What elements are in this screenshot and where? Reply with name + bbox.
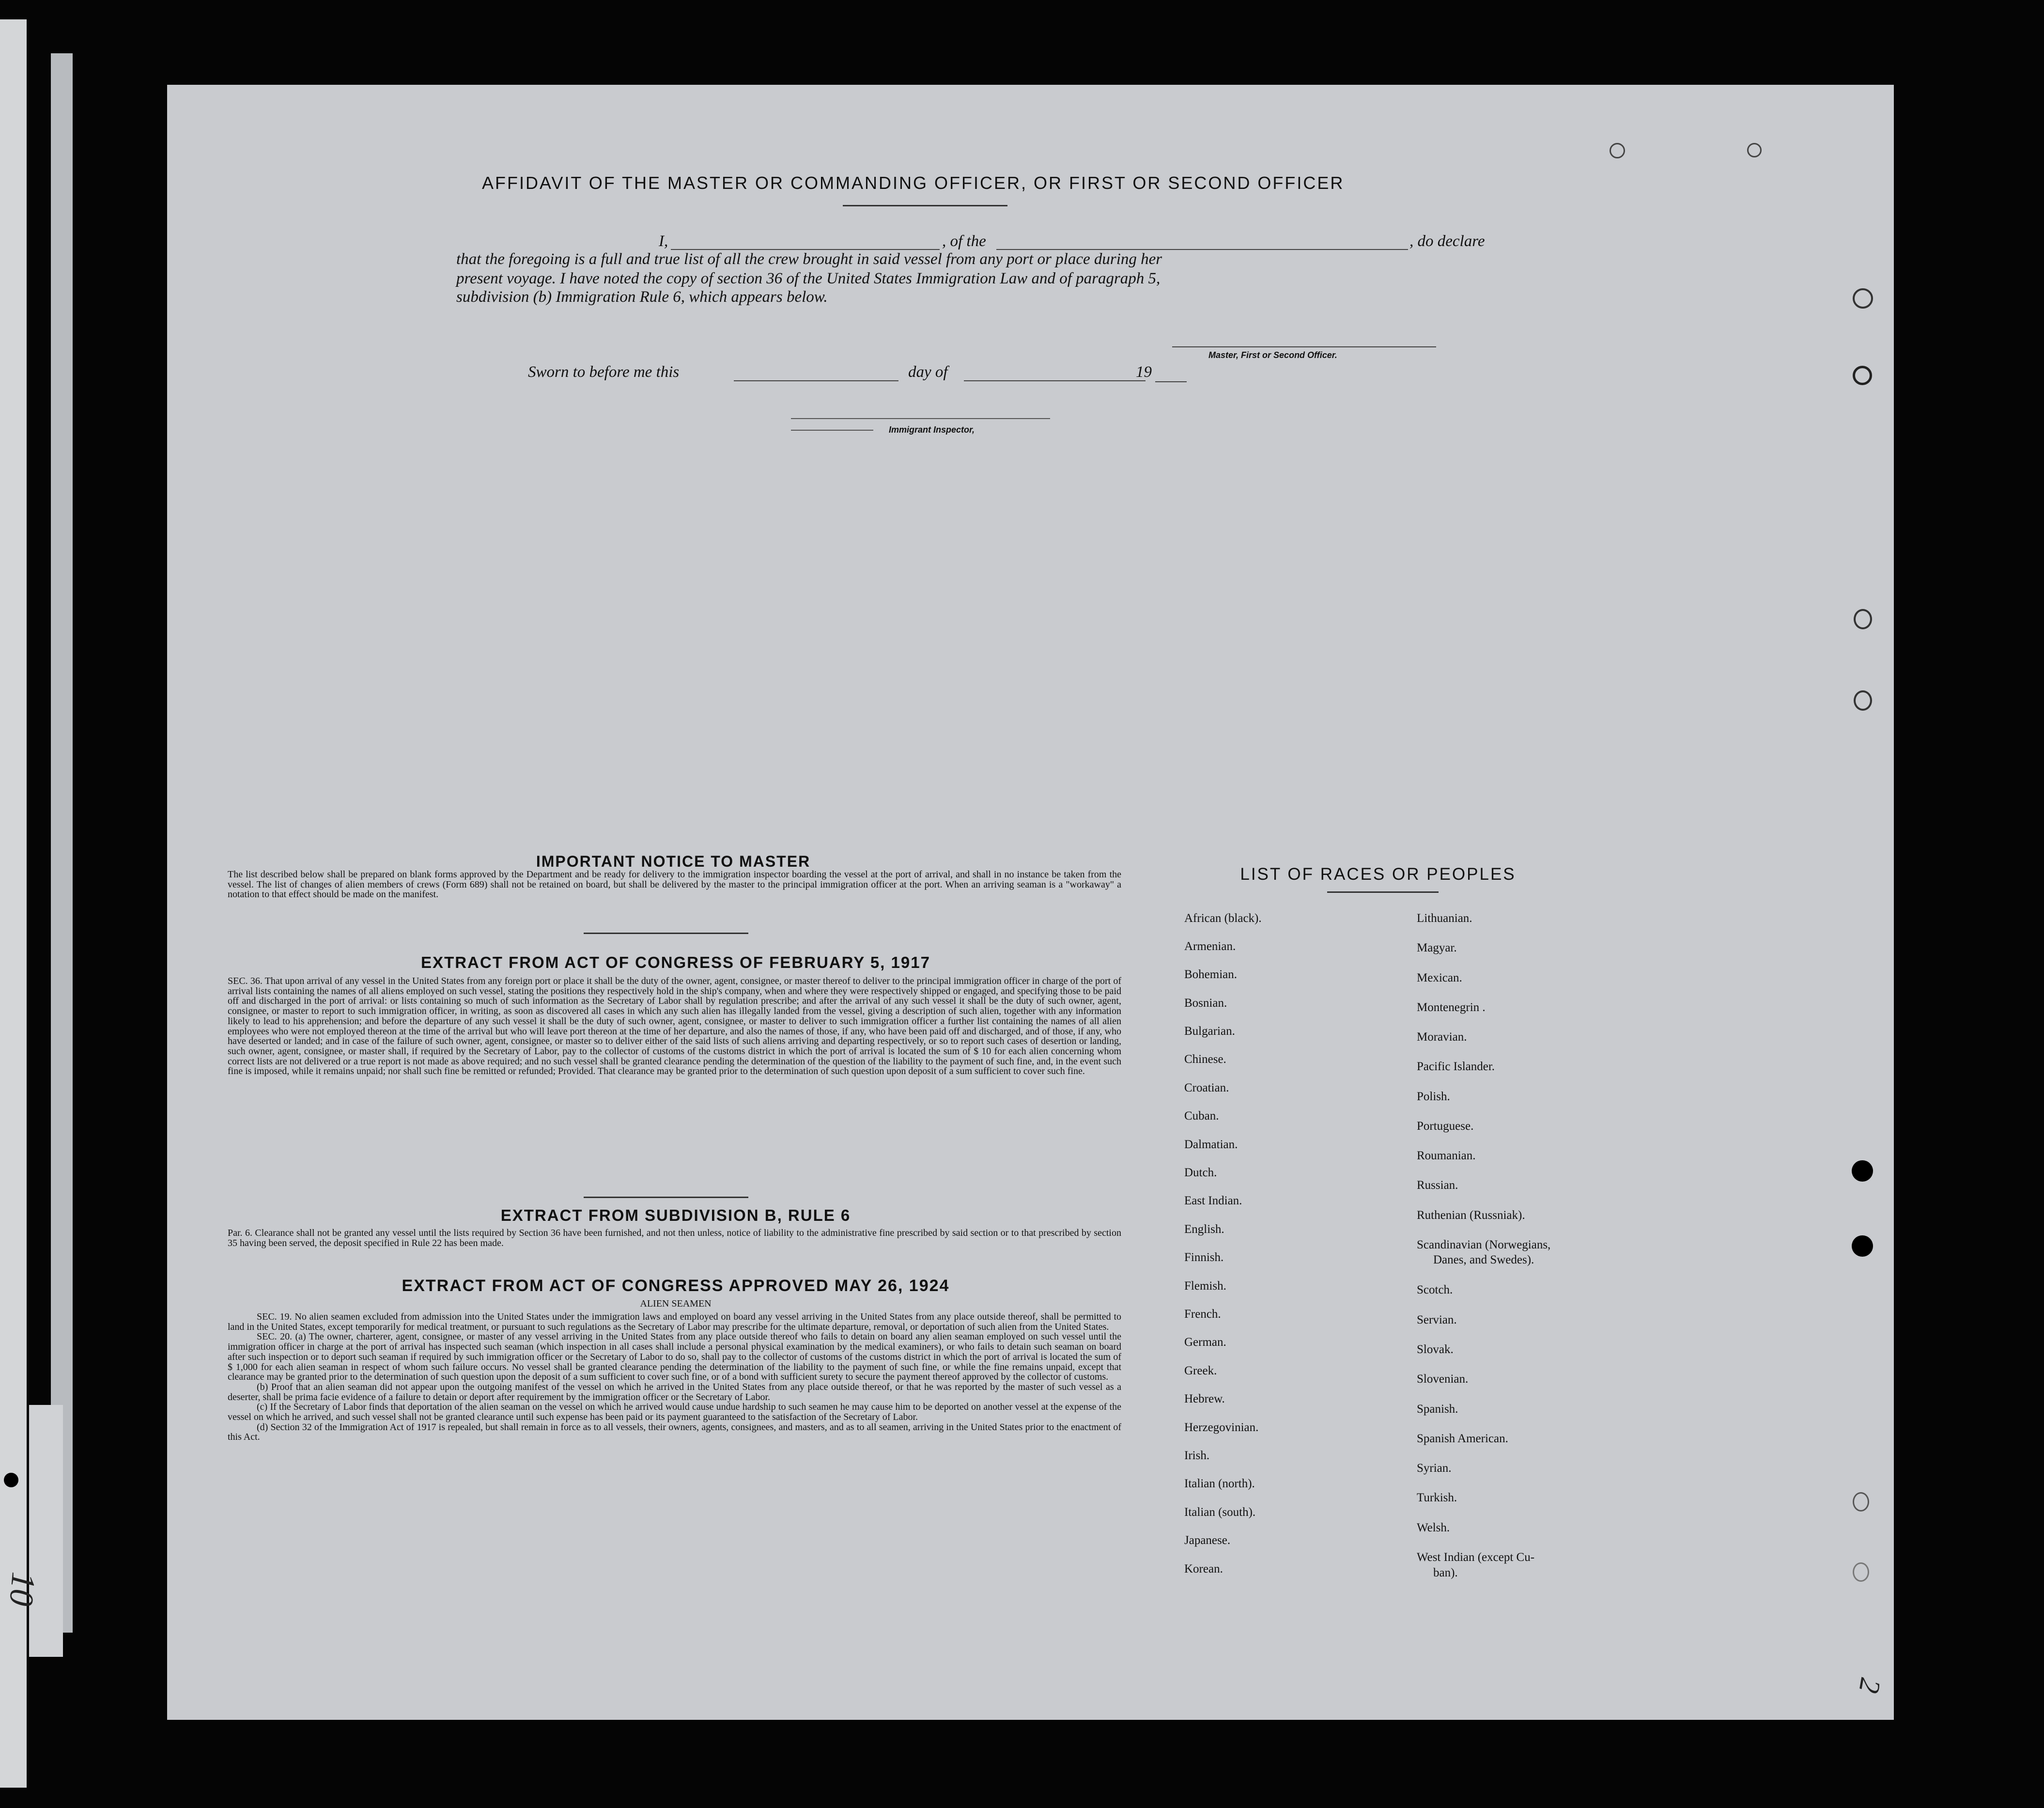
- affidavit-title-rule: [843, 205, 1007, 206]
- race-col1-item: Cuban.: [1184, 1109, 1219, 1122]
- race-col2-item: Turkish.: [1417, 1491, 1457, 1504]
- race-col1-item: Bulgarian.: [1184, 1025, 1235, 1038]
- declaration-line-4: subdivision (b) Immigration Rule 6, which appears below.: [456, 288, 828, 306]
- race-col2-item: Portuguese.: [1417, 1120, 1474, 1133]
- day-of-text: day of: [908, 363, 948, 381]
- extract-rule6-title: EXTRACT FROM SUBDIVISION B, RULE 6: [500, 1206, 851, 1224]
- race-col2-item: Moravian.: [1417, 1030, 1467, 1044]
- notice-text: The list described below shall be prepared on blank forms approved by the Department and be ready for delivery to the immigration inspector boarding the vessel at the port of arrival, and shall in no instance be taken from the vessel. The list of changes of alien members of crews (Form 689) shall not be retained on board, but shall be delivered by the master to the principal immigration officer at the port. When an arriving seaman is a "workaway" a notation to that effect should be made on the manifest.: [228, 869, 1121, 900]
- punch-hole: [1852, 1235, 1873, 1257]
- race-col1-item: Dalmatian.: [1184, 1138, 1238, 1151]
- race-col1-item: English.: [1184, 1223, 1224, 1236]
- declaration-do-declare: , do declare: [1409, 233, 1485, 250]
- race-col2-item: Russian.: [1417, 1179, 1458, 1192]
- extract-1924-title: EXTRACT FROM ACT OF CONGRESS APPROVED MAY 26, 1924: [402, 1277, 950, 1295]
- race-col2-item: Polish.: [1417, 1090, 1450, 1103]
- race-col2-item: Spanish American.: [1417, 1432, 1508, 1445]
- extract-rule6-text: Par. 6. Clearance shall not be granted any vessel until the lists required by Section 36 have been furnished, and not then unless, notice of liability to the administrative fine prescribed by said section or to that prescribed by section 35 having been served, the deposit specified in Rule 22 has been made.: [228, 1228, 1121, 1248]
- race-col2-item: Ruthenian (Russniak).: [1417, 1209, 1525, 1222]
- race-col1-item: French.: [1184, 1308, 1221, 1321]
- vessel-blank: [996, 249, 1408, 250]
- extract-1924-para: (c) If the Secretary of Labor finds that deportation of the alien seaman on the vessel on which he arrived would cause undue hardship to such seamen he may cause him to be deported on another vessel at the expense of the vessel on which he arrived, and such vessel shall not be granted clearance until such expense has been paid or its payment guaranteed to the satisfaction of the Secretary of Labor.: [228, 1402, 1121, 1423]
- race-col2-item: Servian.: [1417, 1313, 1457, 1326]
- race-col1-item: Dutch.: [1184, 1166, 1217, 1179]
- extract-1924-para: (d) Section 32 of the Immigration Act of 1917 is repealed, but shall remain in force as to all vessels, their owners, agents, consignees, and masters, and as to all seamen, arriving in the United States prior to the enactment of this Act.: [228, 1421, 1121, 1443]
- race-col2-item: Pacific Islander.: [1417, 1060, 1495, 1073]
- notice-rule: [584, 933, 748, 934]
- binder-edge: [0, 19, 27, 1788]
- races-title: LIST OF RACES OR PEOPLES: [1240, 865, 1516, 884]
- inspector-label: Immigrant Inspector,: [889, 425, 975, 435]
- race-col2-item: ban).: [1433, 1566, 1458, 1579]
- extract-1924-subtitle: ALIEN SEAMEN: [640, 1298, 712, 1309]
- race-col1-item: Armenian.: [1184, 940, 1236, 953]
- declaration-line-1: [489, 233, 1560, 253]
- race-col2-item: Syrian.: [1417, 1462, 1452, 1475]
- race-col1-item: Greek.: [1184, 1364, 1217, 1377]
- race-col2-item: Slovenian.: [1417, 1372, 1469, 1386]
- punch-hole: [1854, 690, 1872, 711]
- binder-edge-inner: [51, 53, 73, 1633]
- punch-hole: [1854, 609, 1872, 629]
- race-col1-item: Finnish.: [1184, 1251, 1224, 1264]
- race-col1-item: Hebrew.: [1184, 1392, 1225, 1405]
- punch-hole: [1747, 143, 1762, 157]
- binder-edge-strip: [29, 1405, 63, 1657]
- month-blank: [964, 380, 1146, 381]
- race-col2-item: Magyar.: [1417, 941, 1457, 954]
- races-title-rule: [1327, 891, 1439, 893]
- signature-line: [1172, 346, 1436, 347]
- punch-hole: [1853, 366, 1872, 385]
- extract-1924-para: SEC. 19. No alien seamen excluded from admission into the United States under the immigration laws and employed on board any vessel arriving in the United States from any place outside thereof, shall be permitted to land in the United States, except temporarily for medical treatment, or pursuant to such regulations as the Secretary of Labor may prescribe for the ultimate departure, removal, or deportation of such alien from the United States.: [228, 1311, 1121, 1332]
- race-col1-item: Irish.: [1184, 1449, 1210, 1462]
- race-col1-item: African (black).: [1184, 912, 1262, 925]
- race-col2-item: West Indian (except Cu-: [1417, 1551, 1535, 1564]
- punch-hole: [1852, 1160, 1873, 1182]
- race-col1-item: Japanese.: [1184, 1534, 1231, 1547]
- sworn-day-blank: [734, 380, 898, 381]
- extract-1924-para: (b) Proof that an alien seaman did not appear upon the outgoing manifest of the vessel on which he arrived in the United States from any place outside thereof, or that he was reported by the master of such vessel as a deserter, shall be prima facie evidence of a failure to detain or deport after requirement by the immigration officer or the Secretary of Labor.: [228, 1381, 1121, 1403]
- race-col1-item: Chinese.: [1184, 1053, 1226, 1066]
- race-col2-item: Scandinavian (Norwegians,: [1417, 1238, 1551, 1251]
- race-col2-item: Spanish.: [1417, 1403, 1458, 1416]
- race-col2-item: Welsh.: [1417, 1521, 1450, 1534]
- race-col2-item: Slovak.: [1417, 1343, 1454, 1356]
- race-col2-item: Montenegrin .: [1417, 1001, 1486, 1014]
- declaration-line-3: present voyage. I have noted the copy of section 36 of the United States Immigration Law and of paragraph 5,: [456, 270, 1161, 287]
- binder-hole: [4, 1473, 18, 1487]
- race-col1-item: Korean.: [1184, 1562, 1223, 1575]
- race-col2-item: Roumanian.: [1417, 1149, 1476, 1162]
- extract-1917-rule: [584, 1197, 748, 1198]
- race-col1-item: Croatian.: [1184, 1081, 1229, 1094]
- declaration-line-2: that the foregoing is a full and true list of all the crew brought in said vessel from any port or place during her: [456, 250, 1162, 268]
- extract-1917-title: EXTRACT FROM ACT OF CONGRESS OF FEBRUARY 5, 1917: [421, 953, 930, 971]
- punch-hole: [1853, 1492, 1869, 1512]
- inspector-line: [791, 418, 1050, 419]
- race-col1-item: Italian (north).: [1184, 1477, 1255, 1490]
- race-col1-item: Bosnian.: [1184, 997, 1227, 1010]
- race-col1-item: East Indian.: [1184, 1194, 1242, 1207]
- notice-title: IMPORTANT NOTICE TO MASTER: [536, 853, 811, 870]
- sworn-text: Sworn to before me this: [528, 363, 680, 381]
- punch-hole: [1610, 143, 1625, 158]
- race-col2-item: Lithuanian.: [1417, 912, 1472, 925]
- punch-hole: [1853, 288, 1873, 309]
- signature-label: Master, First or Second Officer.: [1208, 350, 1337, 360]
- extract-1924-para: SEC. 20. (a) The owner, charterer, agent, consignee, or master of any vessel arriving in the United States from any place outside thereof who fails to detain on board any alien seaman employed on such vessel until the immigration officer in charge at the port of arrival has inspected such seaman (which inspection in all cases shall include a personal physical examination by the medical examiners), or who fails to detain such seaman on board after such inspection or to deport such seaman if required by such immigration officer or the Secretary of Labor to do so, shall pay to the collector of customs of the customs district in which the port of arrival is located the sum of $ 1,000 for each alien seaman in respect of whom such failure occurs. No vessel shall be granted clearance pending the determination of the liability to the payment of such fine, or while the fine remains unpaid, except that clearance may be granted prior to the determination of such question upon the deposit of a sum sufficient to cover such fine, or of a bond with sufficient surety to secure the payment thereof approved by the collector of customs.: [228, 1331, 1121, 1383]
- race-col1-item: Flemish.: [1184, 1279, 1226, 1293]
- punch-hole: [1853, 1562, 1869, 1582]
- year-prefix: 19: [1136, 363, 1152, 381]
- name-blank: [671, 249, 940, 250]
- race-col2-item: Scotch.: [1417, 1283, 1453, 1296]
- manifest-page: [167, 85, 1894, 1720]
- race-col1-item: German.: [1184, 1336, 1226, 1349]
- race-col1-item: Italian (south).: [1184, 1506, 1256, 1519]
- inspector-line-2: [791, 430, 873, 431]
- race-col2-item: Danes, and Swedes).: [1433, 1253, 1534, 1266]
- race-col1-item: Bohemian.: [1184, 968, 1238, 981]
- declaration-i: I,: [659, 233, 668, 250]
- left-margin-number: 10: [2, 1570, 42, 1608]
- race-col1-item: Herzegovinian.: [1184, 1421, 1259, 1434]
- extract-1924-body: [228, 1312, 1121, 1442]
- year-blank: [1155, 381, 1187, 382]
- page-number-handwritten: 2: [1853, 1676, 1887, 1696]
- extract-1917-text: SEC. 36. That upon arrival of any vessel in the United States from any foreign port or place it shall be the duty of the owner, agent, consignee, or master thereof to deliver to the principal immigration officer in charge of the port of arrival lists containing the names of all aliens employed on such vessel, stating the positions they respectively hold in the ship's company, when and where they were respectively shipped or engaged, and specifying those to be paid off and discharged in the port of arrival: or lists containing so much of such information as the Secretary of Labor shall by regulation prescribe; and after the arrival of any such vessel it shall be the duty of such owner, agent, consignee, or master to report to such immigration officer, in writing, as soon as discovered all cases in which any such alien has illegally landed from the vessel, giving a description of such alien, together with any information likely to lead to his apprehension; and before the departure of any such vessel it shall be the duty of such owner, agent, consignee, or master to deliver to such immigration officer a further list containing the names of all alien employees who were not employed thereon at the time of the arrival but who will leave port thereon at the time of her departure, and also the names of those, if any, who have been paid off and discharged, and of those, if any, who have deserted or landed; and in case of the failure of such owner, agent, consignee, or master so to deliver either of the said lists of such aliens arriving and departing respectively, or so to report such cases of desertion or landing, such owner, agent, consignee, or master shall, if required by the Secretary of Labor, pay to the collector of customs of the customs district in which the port of arrival is located the sum of $ 10 for each alien concerning whom correct lists are not delivered or a true report is not made as above required; and no such vessel shall be granted clearance pending the determination of the question of the liability to the payment of such fine, and, in the event such fine is imposed, while it remains unpaid; nor shall such fine be remitted or refunded; Provided. That clearance may be granted prior to the determination of such question upon deposit of a sum sufficient to cover such fine.: [228, 976, 1121, 1077]
- declaration-of-the: , of the: [942, 233, 986, 250]
- affidavit-title: AFFIDAVIT OF THE MASTER OR COMMANDING OFFICER, OR FIRST OR SECOND OFFICER: [482, 173, 1345, 193]
- race-col2-item: Mexican.: [1417, 971, 1462, 984]
